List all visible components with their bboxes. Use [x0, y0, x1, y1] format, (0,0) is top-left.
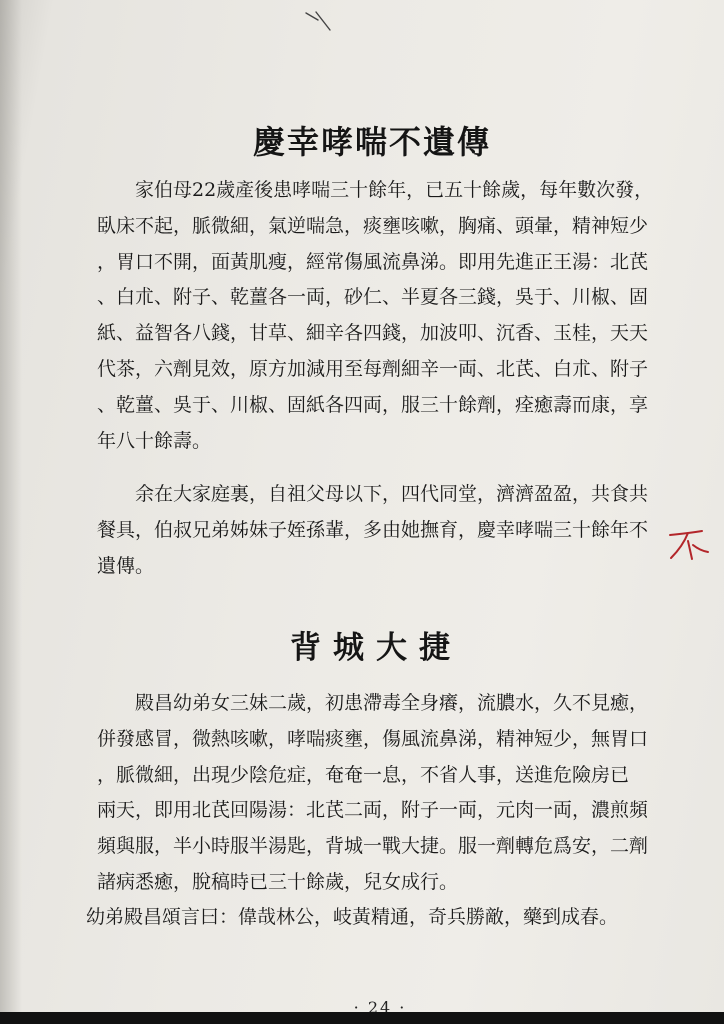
page-number: · 24 · [353, 998, 407, 1012]
pen-scratch-mark [304, 10, 334, 32]
section1-paragraph-1: 家伯母22歲產後患哮喘三十餘年，已五十餘歲，每年數次發， 臥床不起，脈微細，氣逆喘急，痰壅咳嗽，胸痛、頭暈，精神短少 ，胃口不開，面黃肌瘦，經常傷風流鼻涕。即用先進正王湯：北芪 、白朮、附子、乾薑各一両，砂仁、半夏各三錢，吳于、川椒、固 紙、益智各八錢，甘草、細辛各四錢，加波叩、沉香、玉桂，天天 代茶，六劑見效，原方加減用至每劑細辛一両、北芪、白朮、附子 、乾薑、吳于、川椒、固紙各四両，服三十餘劑，痊癒壽而康，享 年八十餘壽。 [97, 179, 654, 452]
section-title-victory: 背城大捷 [290, 630, 462, 666]
section1-paragraph-2: 余在大家庭裏，自祖父母以下，四代同堂，濟濟盈盈，共食共 餐具，伯叔兄弟姊妹子姪孫輩，多由她撫育，慶幸哮喘三十餘年不 遺傳。 [97, 483, 649, 577]
section-title-asthma: 慶幸哮喘不遺傳 [252, 123, 491, 161]
section2-paragraph-1: 殿昌幼弟女三妹二歲，初患滯毒全身癢，流膿水，久不見癒， 併發感冒，微熱咳嗽，哮喘痰壅，傷風流鼻涕，精神短少，無胃口 ，脈微細，出現少陰危症，奄奄一息，不省人事，送進危險房已 兩天，即用北芪回陽湯：北芪二両，附子一両，元肉一両，濃煎頻 頻與服，半小時服半湯匙，背城一戰大捷。服一劑轉危爲安，二劑 諸病悉癒，脫稿時已三十餘歲，兒女成行。 [97, 692, 649, 893]
scan-bottom-edge [0, 1012, 724, 1024]
section2-paragraph-2: 幼弟殿昌頌言曰：偉哉林公，岐黃精通，奇兵勝敵，藥到成春。 [86, 906, 619, 928]
handwritten-correction-char: 不 [666, 525, 667, 526]
handwritten-correction-mark [666, 525, 710, 565]
